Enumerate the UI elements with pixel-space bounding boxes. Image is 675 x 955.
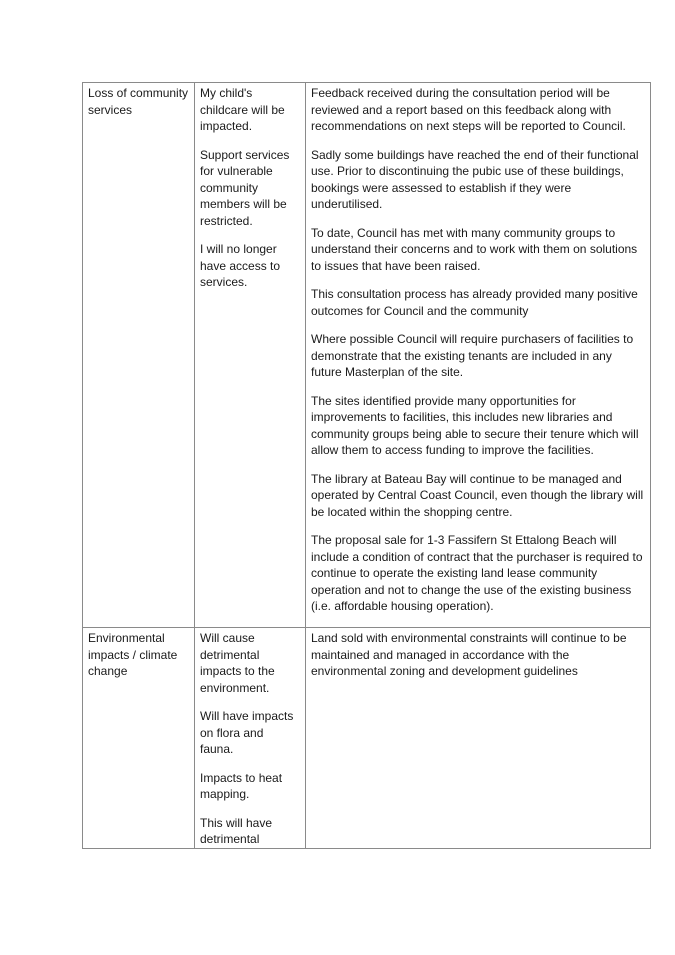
concern-item: Will cause detrimental impacts to the environment. [200,631,275,695]
response-paragraph: Feedback received during the consultation period will be reviewed and a report based on this feedback along with recommendations on next steps will be reported to Council. [311,86,626,133]
response-paragraph: To date, Council has met with many community groups to understand their concerns and to work with them on solutions to issues that have been raised. [311,225,638,273]
response-paragraph: The sites identified provide many opportunities for improvements to facilities, this includes new libraries and community groups being able to secure their tenure which will allow them to access funding to improve the facilities. [311,393,639,457]
table-row [83,83,651,628]
category-label: Environmental impacts / climate change [88,631,178,678]
concern-item: Will have impacts on flora and fauna. [200,709,294,756]
table-row [83,628,651,849]
category-label: Loss of community services [88,86,189,117]
concern-item: Impacts to heat mapping. [200,770,283,801]
response-paragraph: Where possible Council will require purchasers of facilities to demonstrate that the existing tenants are included in any future Masterplan of the site. [311,332,634,379]
category-cell [83,628,195,849]
response-paragraph: Sadly some buildings have reached the end of their functional use. Prior to discontinuing the pubic use of these buildings, bookings were assessed to establish if they were underutilised. [311,147,639,211]
response-paragraph: The proposal sale for 1-3 Fassifern St Ettalong Beach will include a condition of contract that the purchaser is required to continue to operate the existing land lease community operation and not to change the use of the existing business (i.e. affordable housing operation). [311,533,643,613]
concerns-cell [195,83,306,628]
concern-item: Support services for vulnerable community members will be restricted. [200,147,290,228]
response-paragraph: Land sold with environmental constraints will continue to be maintained and managed in accordance with the environmental zoning and development guidelines [311,631,627,678]
response-cell [306,83,651,628]
response-paragraph: This consultation process has already provided many positive outcomes for Council and the community [311,287,638,318]
concern-item: My child's childcare will be impacted. [200,86,285,133]
concern-item: This will have detrimental [200,815,273,846]
category-cell [83,83,195,628]
response-paragraph: The library at Bateau Bay will continue to be managed and operated by Central Coast Council, even though the library will be located within the shopping centre. [311,471,644,519]
concern-item: I will no longer have access to services. [200,242,281,289]
concerns-cell [195,628,306,849]
feedback-response-table [82,82,651,849]
response-cell [306,628,651,849]
